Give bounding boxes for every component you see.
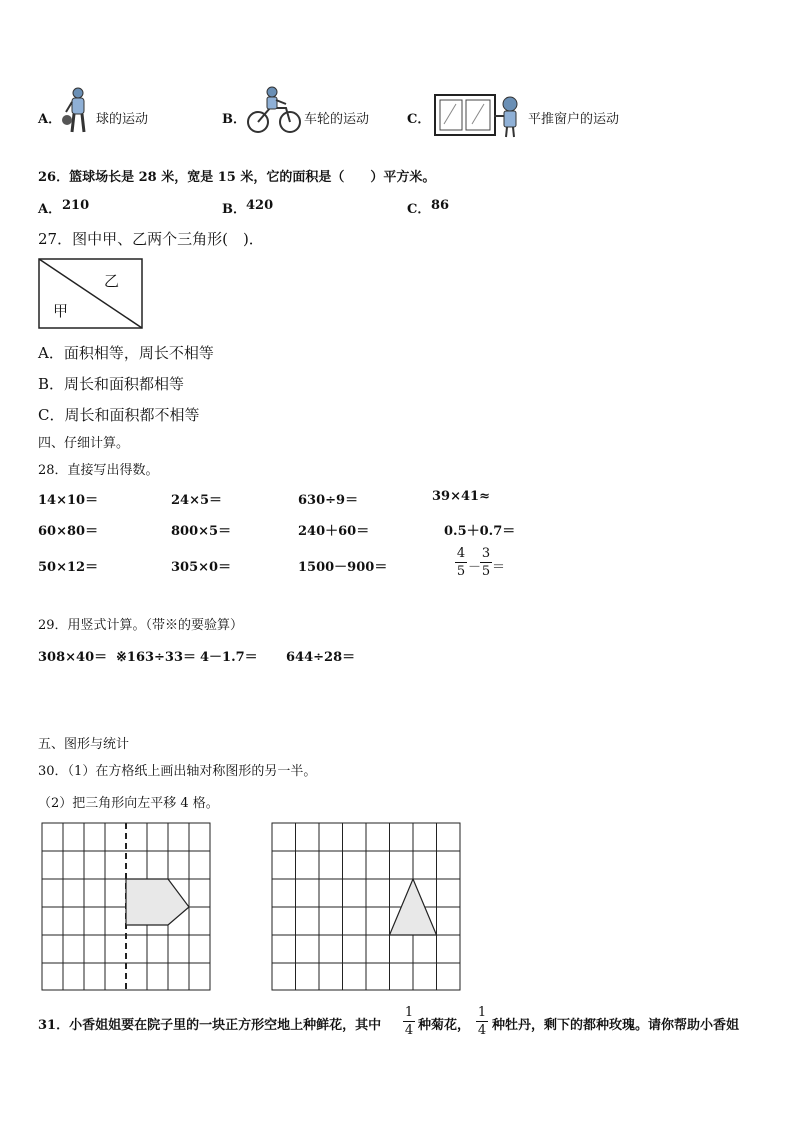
boy-riding-bicycle-icon [246,86,302,134]
q29-stem: 29．用竖式计算。（带※的要验算） [38,618,244,633]
q26-option-a-value: 210 [62,198,90,213]
q28-stem: 28．直接写出得数。 [38,463,159,478]
q28-item: 14×10＝ [38,493,99,508]
q30-stem-1: 30．（1）在方格纸上画出轴对称图形的另一半。 [38,764,317,779]
option-a-text: 球的运动 [96,112,149,127]
q26-option-a-label: A． [38,202,62,217]
q30-stem-2: （2）把三角形向左平移 4 格。 [38,796,219,811]
boy-pushing-window-icon [434,94,526,138]
triangle-yi-label: 乙 [104,272,120,290]
q31-text-end: 种牡丹，剩下的都种玫瑰。请你帮助小香姐 [492,1018,740,1033]
q28-item: 630÷9＝ [298,493,359,508]
q26-option-b-value: 420 [246,198,274,213]
fraction-1-4-chrysanthemum: 1 4 [404,1005,414,1038]
fraction-4-5: 4 5 [456,546,466,579]
fraction-3-5: 3 5 [481,546,491,579]
q28-item: 60×80＝ [38,524,99,539]
q31-text-mid: 种菊花， [418,1018,471,1033]
section-5-heading: 五、图形与统计 [38,737,130,752]
q26-option-b-label: B． [222,202,246,217]
q29-item: 4－1.7＝ [200,650,258,665]
q26-option-c-label: C． [407,202,431,217]
fraction-1-4-peony: 1 4 [477,1005,487,1038]
option-a-label: A． [38,112,62,127]
q28-item: 50×12＝ [38,560,99,575]
equals-sign: ＝ [492,560,506,575]
q27-option-c: C．周长和面积都不相等 [38,406,200,424]
q28-item: 0.5＋0.7＝ [444,524,516,539]
option-b-label: B． [222,112,246,127]
q27-option-b: B．周长和面积都相等 [38,375,185,393]
q28-item: 1500－900＝ [298,560,388,575]
boy-bouncing-ball-icon [60,86,96,134]
q29-item: ※163÷33＝ [116,650,197,665]
option-b-text: 车轮的运动 [304,112,370,127]
section-4-heading: 四、仔细计算。 [38,436,130,451]
option-c-text: 平推窗户的运动 [528,112,620,127]
half-pentagon-shape [126,879,189,925]
q29-item: 644÷28＝ [286,650,356,665]
symmetry-grid [41,822,213,992]
q28-item: 305×0＝ [171,560,232,575]
q28-item: 39×41≈ [432,489,490,504]
q28-item: 24×5＝ [171,493,223,508]
q27-stem: 27．图中甲、乙两个三角形( )． [38,230,264,248]
q26-option-c-value: 86 [431,198,450,213]
q27-option-a: A．面积相等，周长不相等 [38,344,214,362]
translation-grid [271,822,463,992]
triangle-jia-label: 甲 [53,302,69,320]
q28-item: 800×5＝ [171,524,232,539]
q28-item: 240＋60＝ [298,524,370,539]
option-c-label: C． [407,112,431,127]
q29-item: 308×40＝ [38,650,108,665]
minus-sign: － [468,560,482,575]
q31-text-start: 31．小香姐姐要在院子里的一块正方形空地上种鲜花，其中 [38,1018,382,1033]
q26-stem: 26．篮球场长是 28 米，宽是 15 米，它的面积是（ ）平方米。 [38,170,436,185]
